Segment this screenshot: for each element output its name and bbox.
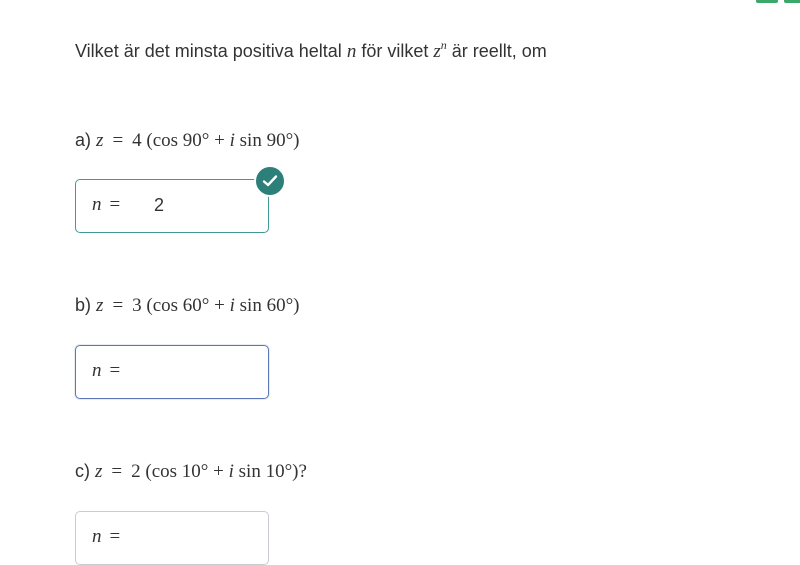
- progress-mark: [784, 0, 800, 3]
- question-text: [75, 33, 547, 64]
- question-text-mid: för vilket: [356, 41, 434, 61]
- n-var: n: [92, 360, 102, 381]
- top-progress-marks: [740, 0, 800, 4]
- part-a-label: [75, 128, 300, 153]
- z-var: z: [96, 295, 104, 316]
- answer-input-b[interactable]: [75, 345, 269, 399]
- question-text-before: Vilket är det minsta positiva heltal: [75, 41, 347, 61]
- equals-sign: =: [109, 360, 121, 381]
- equals-sign: =: [112, 130, 124, 151]
- z-var: z: [95, 461, 103, 482]
- question-text-after: är reellt, om: [446, 41, 547, 61]
- expr-post: sin 60°): [234, 295, 300, 316]
- n-var: n: [92, 194, 102, 215]
- expr-pre: 4 (cos 90° +: [132, 130, 230, 151]
- expr-post: sin 10°)?: [233, 461, 307, 482]
- part-letter: b): [75, 295, 92, 315]
- equals-sign: =: [111, 461, 123, 482]
- part-letter: a): [75, 130, 92, 150]
- progress-mark: [756, 0, 778, 3]
- question-var-z: z: [433, 41, 441, 62]
- answer-value[interactable]: 2: [154, 195, 165, 215]
- question-var-n: n: [346, 41, 357, 62]
- answer-label: [92, 194, 120, 216]
- n-var: n: [92, 526, 102, 547]
- expr-post: sin 90°): [234, 130, 300, 151]
- answer-label: [92, 360, 120, 382]
- part-letter: c): [75, 461, 90, 481]
- part-b-label: [75, 293, 300, 318]
- imag-unit: i: [228, 461, 234, 482]
- check-circle-icon: [254, 165, 286, 197]
- imag-unit: i: [229, 295, 235, 316]
- expr-pre: 3 (cos 60° +: [132, 295, 230, 316]
- equals-sign: =: [109, 526, 121, 547]
- equals-sign: =: [112, 295, 124, 316]
- question-exponent: n: [440, 38, 447, 52]
- imag-unit: i: [229, 130, 235, 151]
- expr-pre: 2 (cos 10° +: [131, 461, 229, 482]
- equals-sign: =: [109, 194, 121, 215]
- part-c-label: [75, 459, 307, 484]
- z-var: z: [96, 130, 104, 151]
- answer-input-c[interactable]: [75, 511, 269, 565]
- answer-label: [92, 526, 120, 548]
- answer-input-a[interactable]: [75, 179, 269, 233]
